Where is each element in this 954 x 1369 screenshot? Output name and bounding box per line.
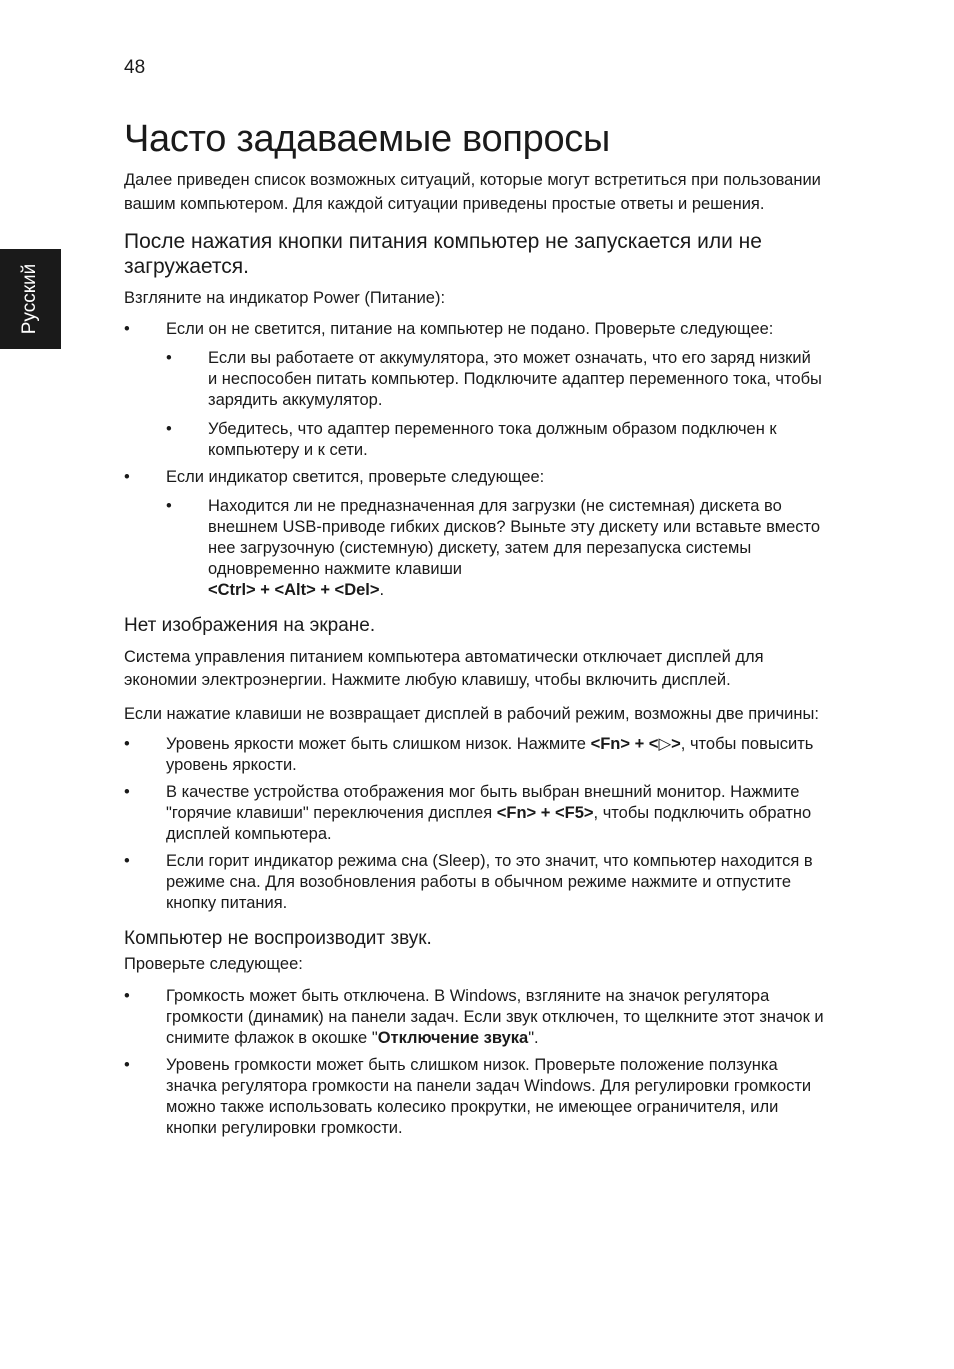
key-combination: <Ctrl> + <Alt> + <Del> bbox=[208, 580, 380, 599]
list-item-text: Находится ли не предназначенная для загрузки (не системная) дискета во внешнем USB-приводе гибких дисков? Выньте эту дискету или вставьте вместо нее загрузочную (системную) дискету, затем для перезапуска системы одновременно нажмите клавиши bbox=[208, 496, 821, 578]
list-item-text: , чтобы подключить обратно дисплей компьютера. bbox=[166, 804, 812, 843]
key-combination: <Fn> + <▷> bbox=[590, 735, 681, 753]
intro-paragraph: Далее приведен список возможных ситуаций, которые могут встретиться при пользовании вашим компьютером. Для каждой ситуации приведены простые ответы и решения. bbox=[124, 171, 821, 213]
list-item: • Убедитесь, что адаптер переменного тока должным образом подключен к компьютеру и к сети. bbox=[166, 419, 824, 461]
display-list bbox=[124, 734, 824, 914]
list-item-text: В качестве устройства отображения мог быть выбран внешний монитор. Нажмите "горячие клавиши" переключения дисплея bbox=[166, 783, 800, 822]
list-item-text: , чтобы повысить уровень яркости. bbox=[166, 735, 814, 774]
sound-lead: Проверьте следующее: bbox=[124, 955, 303, 973]
language-side-tab bbox=[0, 249, 61, 349]
page-number: 48 bbox=[124, 57, 146, 78]
power-list bbox=[124, 319, 824, 601]
list-item-text: Уровень яркости может быть слишком низок. Нажмите bbox=[166, 735, 591, 753]
power-lead: Взгляните на индикатор Power (Питание): bbox=[124, 289, 446, 307]
list-item-text: ". bbox=[528, 1028, 539, 1047]
sub-list bbox=[124, 496, 824, 601]
list-item-end: . bbox=[379, 580, 385, 599]
page-content bbox=[124, 116, 824, 1139]
key-combination: <Fn> + <F5> bbox=[496, 804, 594, 822]
list-item bbox=[124, 986, 824, 1049]
section-heading-sound: Компьютер не воспроизводит звук. bbox=[124, 928, 432, 949]
section-heading-display: Нет изображения на экране. bbox=[124, 614, 376, 636]
section-heading-power: После нажатия кнопки питания компьютер не запускается или не загружается. bbox=[124, 230, 762, 278]
list-item-text: Громкость может быть отключена. В Windows, взгляните на значок регулятора громкости (динамик) на панели задач. Если звук отключен, то щелкните этот значок и снимите флажок в окошке " bbox=[166, 986, 824, 1047]
list-item: • Если горит индикатор режима сна (Sleep), то это значит, что компьютер находится в режиме сна. Для возобновления работы в обычном режиме нажмите и отпустите кнопку питания. bbox=[124, 851, 824, 914]
display-paragraph-2: Если нажатие клавиши не возвращает дисплей в рабочий режим, возможны две причины: bbox=[124, 704, 819, 723]
list-item bbox=[166, 496, 824, 601]
list-item: • Если индикатор светится, проверьте следующее: bbox=[124, 467, 824, 488]
list-item: • Если вы работаете от аккумулятора, это может означать, что его заряд низкий и неспособен питать компьютер. Подключите адаптер переменного тока, чтобы зарядить аккумулятор. bbox=[166, 348, 824, 411]
mute-checkbox-label: Отключение звука bbox=[377, 1028, 529, 1047]
sub-list bbox=[124, 348, 824, 461]
display-paragraph-1: Система управления питанием компьютера автоматически отключает дисплей для экономии электроэнергии. Нажмите любую клавишу, чтобы включить дисплей. bbox=[124, 647, 764, 689]
list-item: • Уровень громкости может быть слишком низок. Проверьте положение ползунка значка регулятора громкости на панели задач Windows. Для регулировки громкости можно также использовать колесико прокрутки, не имеющее ограничителя, или кнопки регулировки громкости. bbox=[124, 1055, 824, 1139]
list-item bbox=[124, 734, 824, 776]
list-item: • Если он не светится, питание на компьютер не подано. Проверьте следующее: bbox=[124, 319, 824, 340]
language-side-tab-label: Русский bbox=[19, 263, 40, 335]
page-title: Часто задаваемые вопросы bbox=[124, 118, 611, 160]
sound-list bbox=[124, 986, 824, 1139]
list-item bbox=[124, 782, 824, 845]
